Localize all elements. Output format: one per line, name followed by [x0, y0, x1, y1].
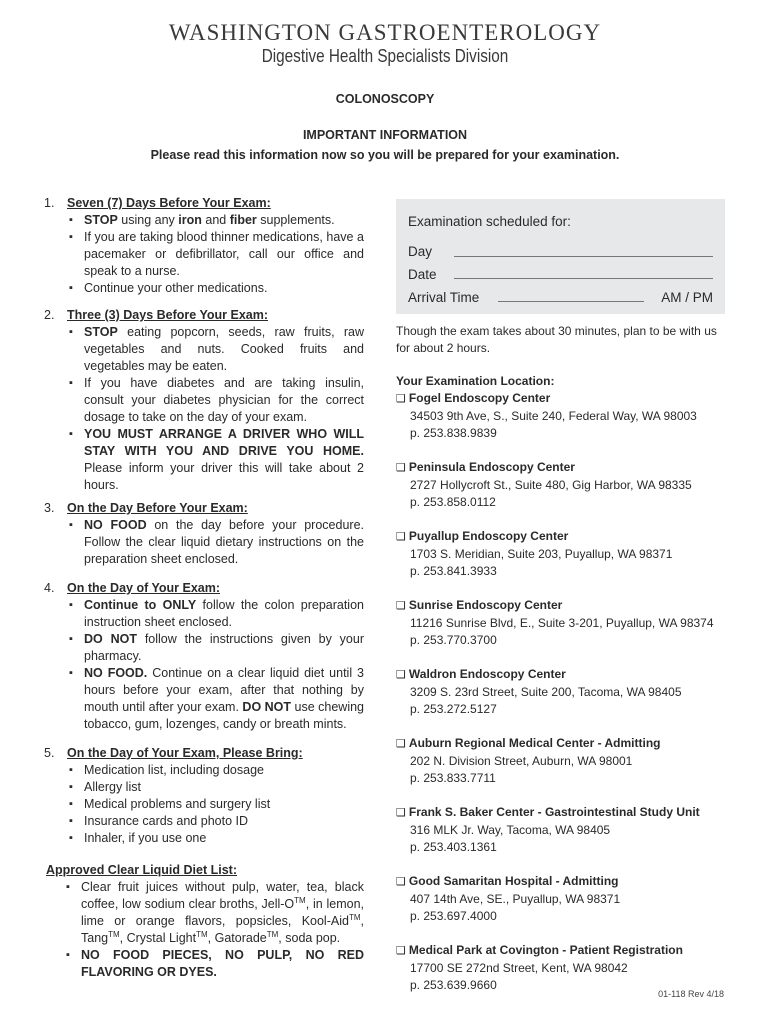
- list-item: ▪ DO NOT follow the instructions given by your pharmacy.: [67, 631, 364, 665]
- section-three-days: [44, 307, 364, 494]
- date-label: Date: [408, 267, 437, 282]
- list-item: ▪ Insurance cards and photo ID: [67, 813, 364, 830]
- location-address: 1703 S. Meridian, Suite 203, Puyallup, WA 98371: [410, 547, 673, 561]
- section-title: On the Day of Your Exam, Please Bring:: [67, 746, 303, 760]
- location-phone: p. 253.403.1361: [410, 840, 497, 854]
- important-heading: IMPORTANT INFORMATION: [302, 128, 468, 142]
- section-number: 2.: [44, 308, 55, 322]
- list-item: ▪ Continue to ONLY follow the colon preparation instruction sheet enclosed.: [67, 597, 364, 631]
- location-address: 34503 9th Ave, S., Suite 240, Federal Way, WA 98003: [410, 409, 697, 423]
- section-day-of: [44, 580, 364, 733]
- section-day-before: [44, 500, 364, 568]
- location-name[interactable]: ❑ Good Samaritan Hospital - Admitting: [396, 873, 726, 891]
- section-number: 4.: [44, 581, 55, 595]
- section-number: 5.: [44, 746, 55, 760]
- section-please-bring: [44, 745, 364, 847]
- exam-schedule-box: [396, 199, 725, 314]
- section-seven-days: [44, 195, 364, 297]
- list-item: ▪ NO FOOD on the day before your procedure. Follow the clear liquid dietary instructions on the preparation sheet enclosed.: [67, 517, 364, 568]
- clear-liquid-list: [44, 879, 364, 981]
- list-item: ▪ NO FOOD. Continue on a clear liquid diet until 3 hours before your exam, after that nothing by mouth until after your exam. DO NOT use chewing tobacco, gum, lozenges, candy or breath mints.: [67, 665, 364, 733]
- revision-code: 01-118 Rev 4/18: [658, 989, 724, 999]
- location-address: 17700 SE 272nd Street, Kent, WA 98042: [410, 961, 628, 975]
- location-item: [396, 597, 726, 649]
- division-subtitle: Digestive Health Specialists Division: [261, 46, 509, 66]
- location-item: [396, 666, 726, 718]
- am-pm-label: AM / PM: [661, 290, 713, 305]
- location-address: 2727 Hollycroft St., Suite 480, Gig Harbor, WA 98335: [410, 478, 692, 492]
- location-name[interactable]: ❑ Frank S. Baker Center - Gastrointestinal Study Unit: [396, 804, 726, 822]
- location-name[interactable]: ❑ Puyallup Endoscopy Center: [396, 528, 726, 546]
- clear-liquid-heading: Approved Clear Liquid Diet List:: [46, 863, 237, 877]
- location-phone: p. 253.770.3700: [410, 633, 497, 647]
- location-address: 202 N. Division Street, Auburn, WA 98001: [410, 754, 633, 768]
- location-item: [396, 804, 726, 856]
- day-field[interactable]: [454, 256, 713, 257]
- location-item: [396, 873, 726, 925]
- location-item: [396, 942, 726, 994]
- location-phone: p. 253.697.4000: [410, 909, 497, 923]
- duration-note: Though the exam takes about 30 minutes, plan to be with us for about 2 hours.: [396, 324, 717, 355]
- list-item: ▪ Clear fruit juices without pulp, water, tea, black coffee, low sodium clear broths, Jell-O™, in lemon, lime or orange flavors, popsicles, Kool-Aid™, Tang™, Crystal Light™, Gatorade™, soda pop.: [64, 879, 364, 947]
- section-number: 1.: [44, 196, 55, 210]
- list-item: ▪ If you are taking blood thinner medications, have a pacemaker or defibrillator, call our office and speak to a nurse.: [67, 229, 364, 280]
- location-address: 316 MLK Jr. Way, Tacoma, WA 98405: [410, 823, 611, 837]
- locations-heading: Your Examination Location:: [396, 374, 555, 388]
- list-item: ▪ Medical problems and surgery list: [67, 796, 364, 813]
- exam-box-heading: Examination scheduled for:: [408, 214, 571, 229]
- location-item: [396, 459, 726, 511]
- instruction-line: Please read this information now so you will be prepared for your examination.: [150, 148, 620, 162]
- location-name[interactable]: ❑ Medical Park at Covington - Patient Registration: [396, 942, 726, 960]
- list-item: ▪ Allergy list: [67, 779, 364, 796]
- location-phone: p. 253.858.0112: [410, 495, 496, 509]
- procedure-title: COLONOSCOPY: [335, 92, 435, 106]
- day-label: Day: [408, 244, 433, 259]
- location-item: [396, 528, 726, 580]
- prep-instructions: [44, 195, 364, 981]
- section-title: Seven (7) Days Before Your Exam:: [67, 196, 271, 210]
- date-field[interactable]: [454, 278, 713, 279]
- location-phone: p. 253.841.3933: [410, 564, 497, 578]
- location-item: [396, 735, 726, 787]
- location-name[interactable]: ❑ Fogel Endoscopy Center: [396, 390, 726, 408]
- arrival-time-label: Arrival Time: [408, 290, 480, 305]
- section-title: On the Day of Your Exam:: [67, 581, 221, 595]
- location-address: 407 14th Ave, SE., Puyallup, WA 98371: [410, 892, 621, 906]
- list-item: ▪ Continue your other medications.: [67, 280, 364, 297]
- location-name[interactable]: ❑ Auburn Regional Medical Center - Admitting: [396, 735, 726, 753]
- location-phone: p. 253.833.7711: [410, 771, 496, 785]
- location-phone: p. 253.639.9660: [410, 978, 497, 992]
- section-title: On the Day Before Your Exam:: [67, 501, 248, 515]
- list-item: ▪ Inhaler, if you use one: [67, 830, 364, 847]
- list-item: ▪ Medication list, including dosage: [67, 762, 364, 779]
- location-item: [396, 390, 726, 442]
- list-item: ▪ NO FOOD PIECES, NO PULP, NO RED FLAVORING OR DYES.: [64, 947, 364, 981]
- list-item: ▪ YOU MUST ARRANGE A DRIVER WHO WILL STAY WITH YOU AND DRIVE YOU HOME. Please inform your driver this will take about 2 hours.: [67, 426, 364, 494]
- section-title: Three (3) Days Before Your Exam:: [67, 308, 268, 322]
- location-name[interactable]: ❑ Sunrise Endoscopy Center: [396, 597, 726, 615]
- org-title: WASHINGTON GASTROENTEROLOGY: [168, 20, 602, 45]
- location-phone: p. 253.272.5127: [410, 702, 497, 716]
- list-item: ▪ If you have diabetes and are taking insulin, consult your diabetes physician for the correct dosage to take on the day of your exam.: [67, 375, 364, 426]
- list-item: ▪ STOP using any iron and fiber supplements.: [67, 212, 364, 229]
- location-phone: p. 253.838.9839: [410, 426, 497, 440]
- locations-column: [396, 323, 726, 1011]
- location-address: 11216 Sunrise Blvd, E., Suite 3-201, Puyallup, WA 98374: [410, 616, 714, 630]
- location-name[interactable]: ❑ Peninsula Endoscopy Center: [396, 459, 726, 477]
- list-item: ▪ STOP eating popcorn, seeds, raw fruits, raw vegetables and nuts. Cooked fruits and vegetables may be eaten.: [67, 324, 364, 375]
- location-name[interactable]: ❑ Waldron Endoscopy Center: [396, 666, 726, 684]
- arrival-time-field[interactable]: [498, 301, 644, 302]
- location-address: 3209 S. 23rd Street, Suite 200, Tacoma, WA 98405: [410, 685, 682, 699]
- section-number: 3.: [44, 501, 55, 515]
